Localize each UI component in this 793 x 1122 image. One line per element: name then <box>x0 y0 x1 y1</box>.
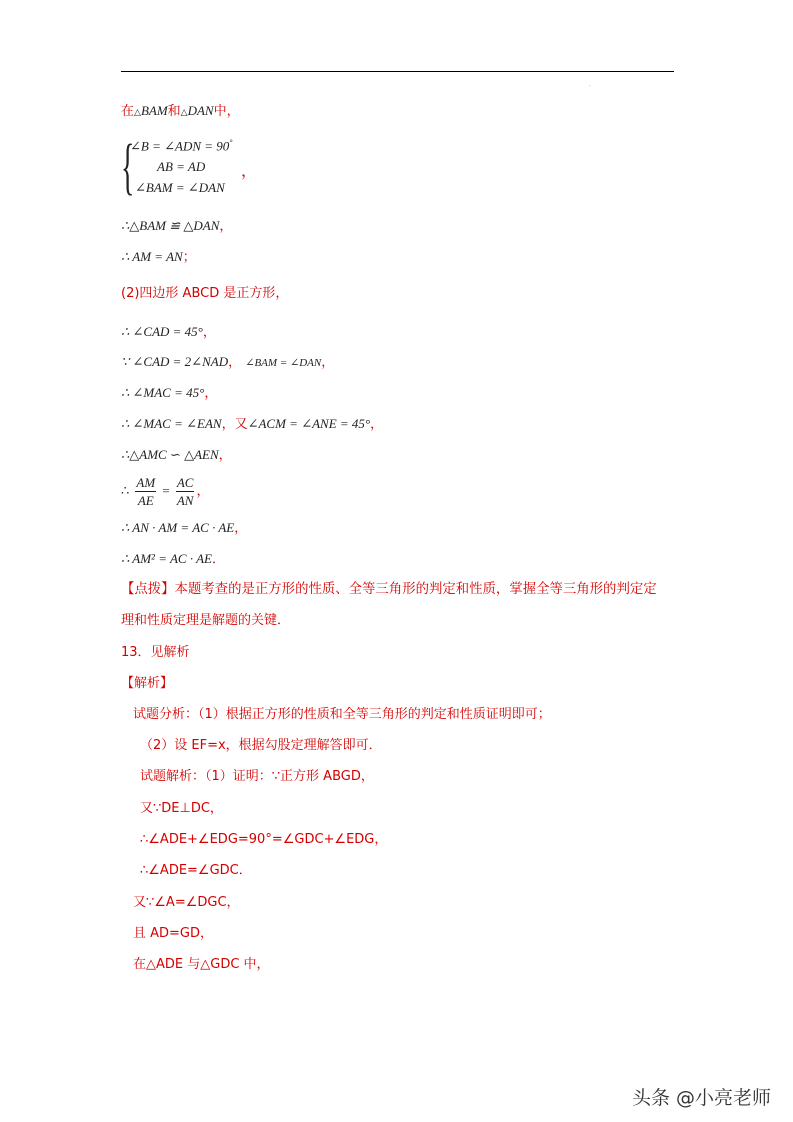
tri-bam: BAM <box>140 103 168 118</box>
tip-line-1: 【点拨】本题考查的是正方形的性质、全等三角形的判定和性质，掌握全等三角形的判定定 <box>121 582 657 597</box>
fraction-ac-an: $\frac{AC}{AN}$ <box>176 475 194 508</box>
solution-line-4: ∴∠ADE=∠GDC． <box>140 863 252 878</box>
header-dot: . <box>589 81 591 88</box>
brace-row-3: ∠BAM = ∠DAN <box>135 180 225 195</box>
fraction-am-ae: $\frac{AM}{AE}$ <box>136 475 156 508</box>
brace-row-1: ∠B = ∠ADN = 90° <box>130 138 233 154</box>
text-he: 和 <box>167 104 181 119</box>
left-brace-icon: { <box>121 133 135 201</box>
question-13-heading: 13．见解析 <box>121 645 190 660</box>
watermark: 头条 @小亮老师 <box>632 1087 772 1109</box>
solution-line-7: 在△ADE 与△GDC 中， <box>133 957 270 972</box>
line-6: ∴ ∠CAD = 45°， <box>121 324 216 340</box>
analysis-line-2: （2）设 EF=x，根据勾股定理解答即可． <box>140 738 382 753</box>
solution-line-1: 试题解析：（1）证明：∵正方形 ABGD， <box>140 769 374 784</box>
tip-line-2: 理和性质定理是解题的关键． <box>121 613 291 628</box>
line-1: 在△BAM和△DAN中， <box>121 103 240 119</box>
header-rule <box>121 71 674 72</box>
line-13: ∴ AM² = AC · AE． <box>121 551 226 567</box>
line-8: ∴ ∠MAC = 45°， <box>121 385 218 401</box>
line-7: ∵ ∠CAD = 2∠NAD， ∠BAM = ∠DAN， <box>121 354 335 370</box>
line-3: ∴△BAM ≌ △DAN， <box>121 218 233 234</box>
solution-line-2: 又∵DE⊥DC， <box>140 801 223 816</box>
solution-line-6: 且 AD=GD， <box>133 926 214 941</box>
line-12: ∴ AN · AM = AC · AE， <box>121 520 248 536</box>
text-zhong: 中， <box>213 104 240 119</box>
tri-dan: DAN <box>187 103 214 118</box>
solution-line-5: 又∵∠A=∠DGC， <box>133 895 240 910</box>
analysis-line-1: 试题分析：（1）根据正方形的性质和全等三角形的判定和性质证明即可； <box>133 707 551 722</box>
analysis-heading: 【解析】 <box>121 676 174 691</box>
line-4: ∴ AM = AN； <box>121 249 196 265</box>
line-10: ∴△AMC ∽ △AEN， <box>121 447 232 463</box>
brace-system <box>121 133 261 201</box>
brace-row-2: AB = AD <box>157 159 206 174</box>
line-11: ∴ $\frac{AM}{AE}$ = $\frac{AC}{AN}$ ， <box>121 475 210 508</box>
solution-line-3: ∴∠ADE+∠EDG=90°=∠GDC+∠EDG， <box>140 832 388 847</box>
line-5: (2)四边形 ABCD 是正方形， <box>121 286 289 301</box>
brace-comma: ， <box>241 161 258 180</box>
text-zai: 在 <box>121 104 135 119</box>
line-9: ∴ ∠MAC = ∠EAN，又∠ACM = ∠ANE = 45°， <box>121 416 384 432</box>
